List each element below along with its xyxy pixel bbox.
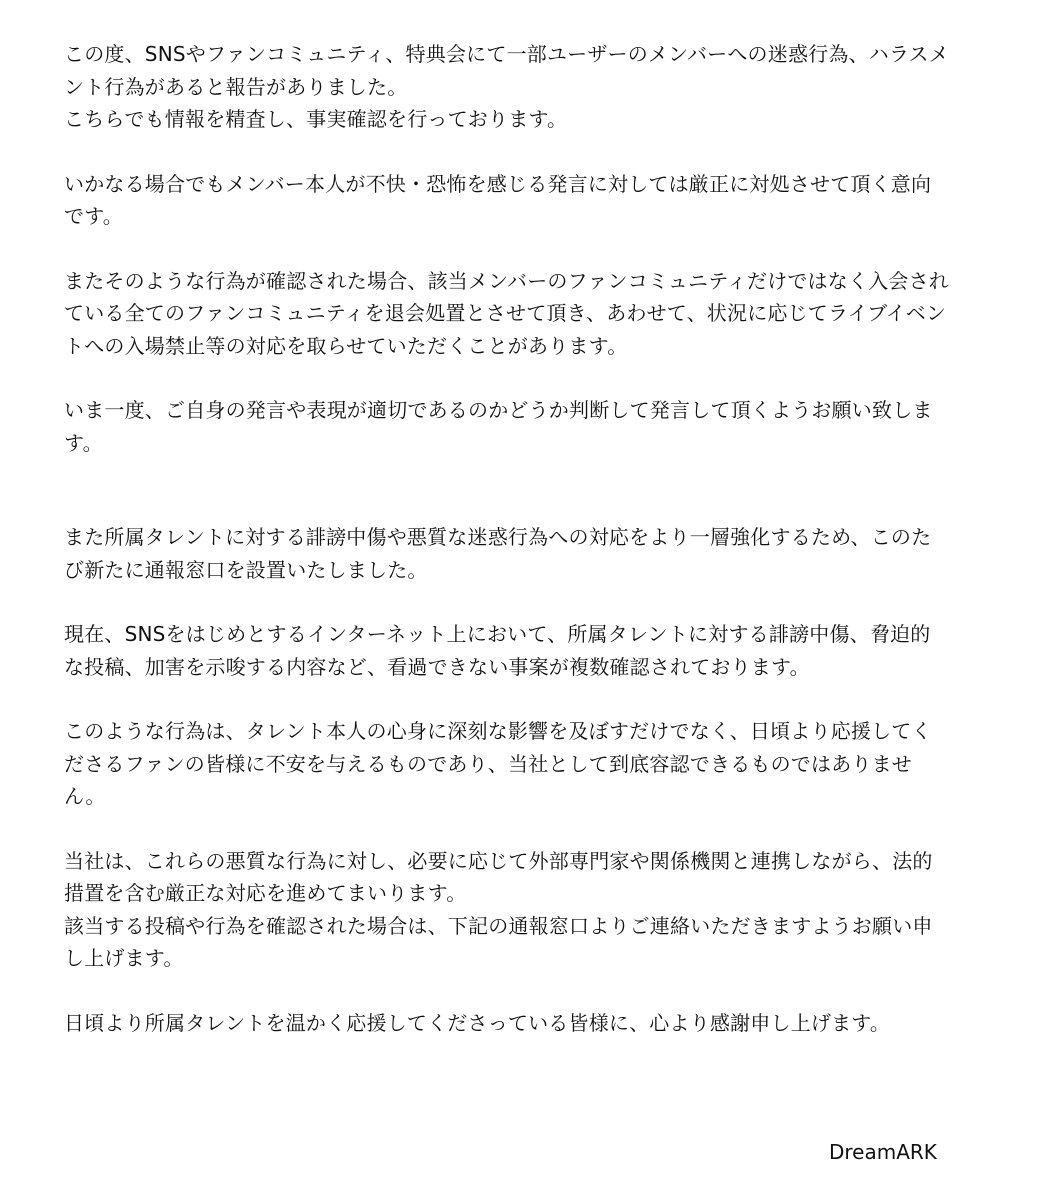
text-line: な投稿、加害を示唆する内容など、看過できない事案が複数確認されております。 — [64, 654, 810, 679]
text-line: び新たに通報窓口を設置いたしました。 — [64, 557, 428, 582]
text-line: ント行為があると報告がありました。 — [64, 74, 408, 99]
text-line: ださるファンの皆様に不安を与えるものであり、当社として到底容認できるものではありませ — [64, 751, 912, 776]
signature: DreamARK — [829, 1140, 937, 1164]
paragraph-reporting-window — [64, 521, 984, 586]
text-line: 現在、SNSをはじめとするインターネット上において、所属タレントに対する誹謗中傷、脅迫的 — [64, 622, 931, 646]
text-line: 日頃より所属タレントを温かく応援してくださっている皆様に、心より感謝申し上げます。 — [64, 1010, 891, 1035]
paragraph-strict-response — [64, 168, 984, 233]
paragraph-legal-action — [64, 845, 984, 975]
paragraph-request-care — [64, 394, 984, 459]
text-line: ん。 — [64, 784, 106, 808]
text-line: トへの入場禁止等の対応を取らせていただくことがあります。 — [64, 333, 628, 358]
paragraph-current-situation — [64, 618, 984, 683]
text-line: ている全てのファンコミュニティを退会処置とさせて頂き、あわせて、状況に応じてライブイベン — [64, 301, 947, 325]
text-line: し上げます。 — [64, 946, 184, 970]
paragraph-thanks — [64, 1007, 984, 1040]
text-line: またそのような行為が確認された場合、該当メンバーのファンコミュニティだけではなく入会され — [64, 268, 949, 293]
paragraph-withdrawal-measures — [64, 265, 984, 363]
text-line: です。 — [64, 204, 123, 228]
paragraph-report-received — [64, 38, 984, 136]
text-line: 当社は、これらの悪質な行為に対し、必要に応じて外部専門家や関係機関と連携しながら、法的 — [64, 848, 933, 873]
text-line: いかなる場合でもメンバー本人が不快・恐怖を感じる発言に対しては厳正に対処させて頂く意向 — [64, 171, 932, 196]
text-line: 措置を含む厳正な対応を進めてまいります。 — [64, 881, 467, 905]
text-line: この度、SNSやファンコミュニティ、特典会にて一部ユーザーのメンバーへの迷惑行為、ハラスメ — [64, 42, 949, 66]
text-line: また所属タレントに対する誹謗中傷や悪質な迷惑行為への対応をより一層強化するため、このた — [64, 525, 932, 549]
paragraph-impact — [64, 715, 984, 813]
text-line: このような行為は、タレント本人の心身に深刻な影響を及ぼすだけでなく、日頃より応援してく — [64, 719, 932, 743]
text-line: 該当する投稿や行為を確認された場合は、下記の通報窓口よりご連絡いただきますようお願い申 — [64, 913, 933, 938]
notice-body — [64, 38, 984, 1071]
text-line: いま一度、ご自身の発言や表現が適切であるのかどうか判断して発言して頂くようお願い致しま — [64, 398, 933, 422]
text-line: こちらでも情報を精査し、事実確認を行っております。 — [64, 107, 568, 131]
text-line: す。 — [64, 430, 103, 455]
